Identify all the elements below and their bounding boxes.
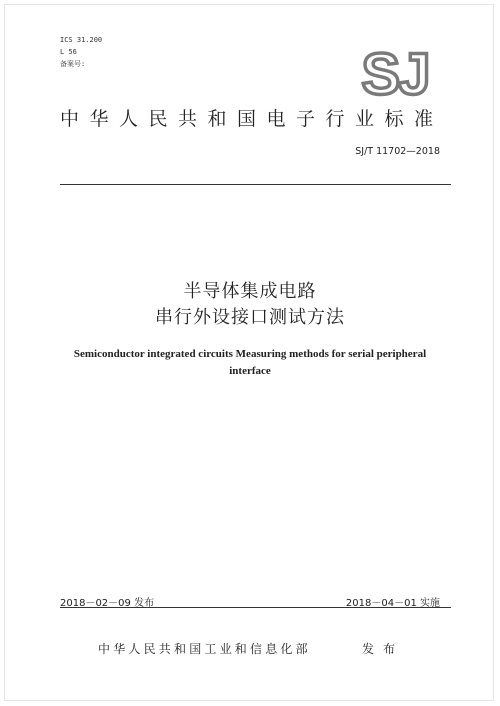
title-cn-line2: 串行外设接口测试方法 <box>155 307 345 328</box>
title-en-line2: interface <box>229 365 271 377</box>
title-en-line1: Semiconductor integrated circuits Measuring methods for serial peripheral <box>73 348 427 360</box>
publish-date: 2018－02－09 发布 <box>60 598 155 609</box>
issuing-ministry: 中华人民共和国工业和信息化部 <box>98 642 311 656</box>
top-divider <box>60 184 451 185</box>
filing-number-label: 备案号: <box>60 60 86 68</box>
title-cn-line1: 半导体集成电路 <box>183 281 317 302</box>
issuing-body-title: 中华人民共和国电子行业标准 <box>60 108 444 130</box>
bottom-divider <box>60 607 451 608</box>
standard-number: SJ/T 11702—2018 <box>355 146 440 157</box>
ics-code: ICS 31.200 <box>60 36 103 44</box>
issue-label: 发布 <box>362 642 405 656</box>
sj-logo-text: SJ <box>361 48 429 100</box>
ccs-code: L 56 <box>60 48 77 56</box>
sj-logo <box>353 48 437 100</box>
effective-date: 2018－04－01 实施 <box>345 598 440 609</box>
